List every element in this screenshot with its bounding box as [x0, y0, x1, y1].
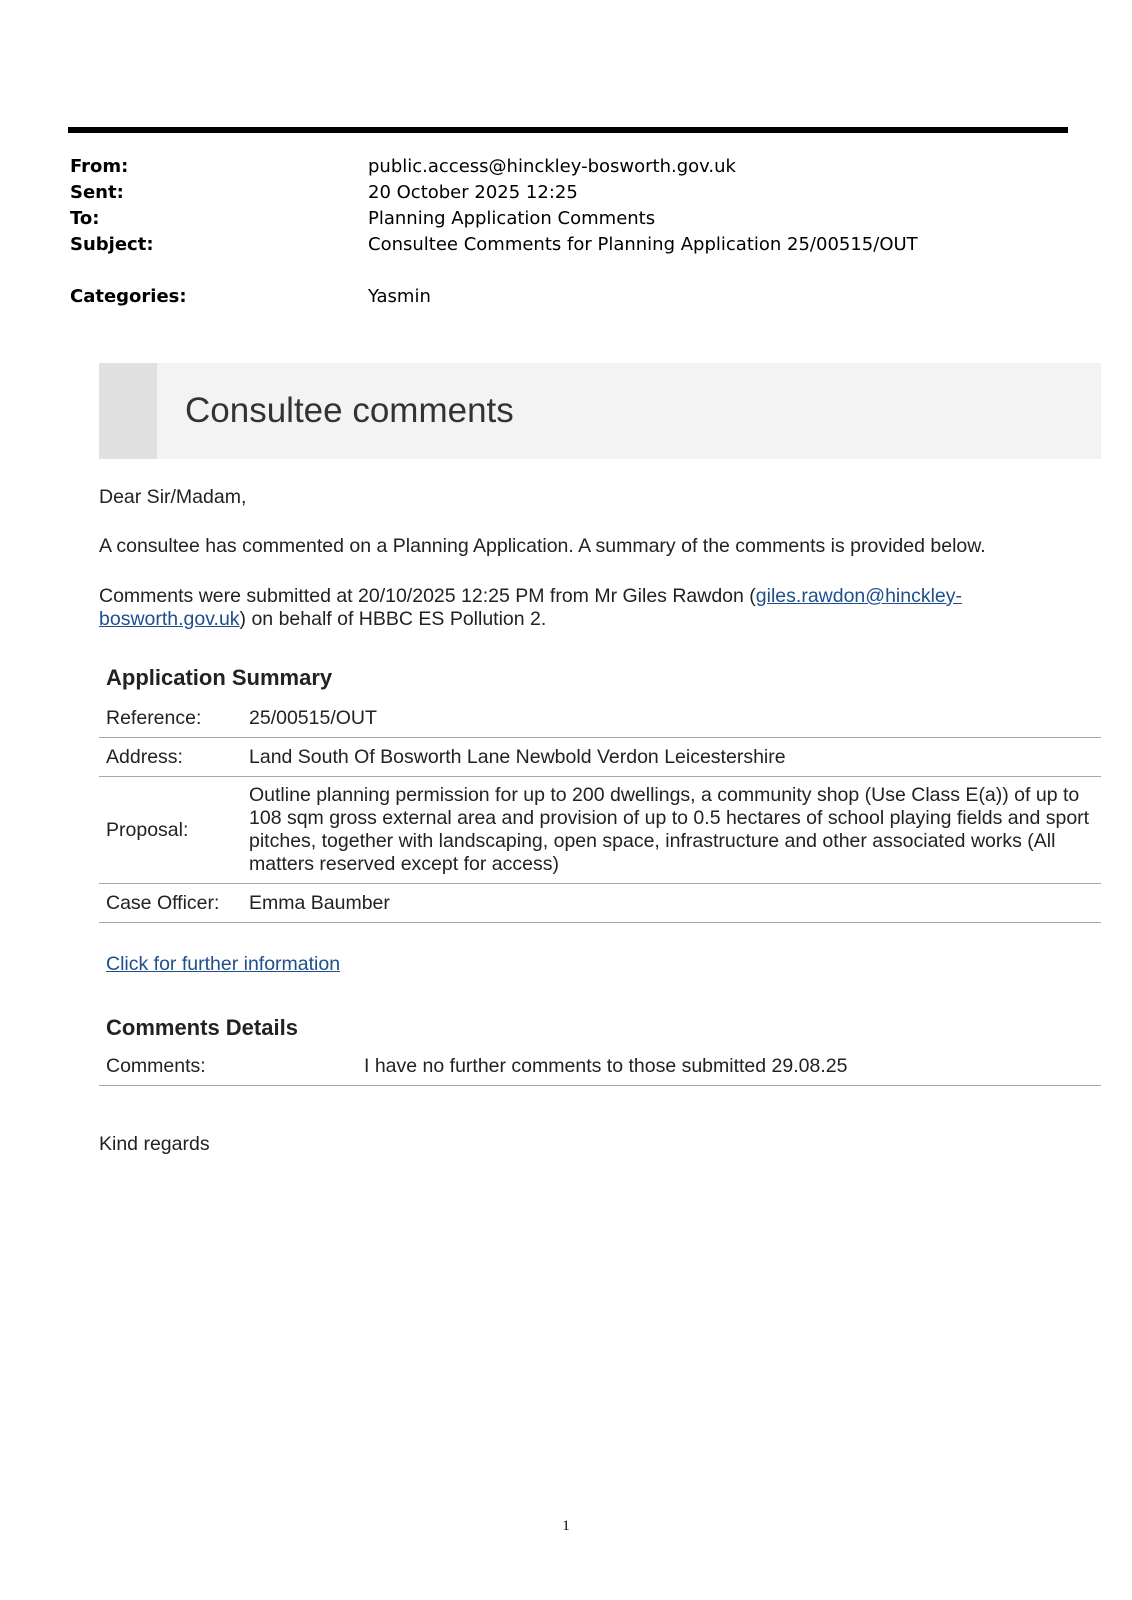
- to-value: Planning Application Comments: [368, 208, 656, 229]
- from-label: From:: [70, 156, 129, 177]
- greeting: Dear Sir/Madam,: [99, 486, 247, 508]
- categories-value: Yasmin: [368, 286, 431, 307]
- categories-label: Categories:: [70, 286, 187, 307]
- sent-label: Sent:: [70, 182, 124, 203]
- sign-off: Kind regards: [99, 1133, 210, 1155]
- proposal-value: Outline planning permission for up to 200 dwellings, a community shop (Use Class E(a)) of up to 108 sqm gross external area and provision of up to 0.5 hectares of school playing fields and sport pitches, together with landscaping, open space, infrastructure and other associated works (All matters reserved except for access): [249, 784, 1090, 875]
- submission-details: [99, 585, 1099, 631]
- submission-suffix: ) on behalf of HBBC ES Pollution 2.: [239, 608, 547, 630]
- subject-row: [70, 232, 1030, 258]
- to-row: [70, 206, 1030, 232]
- consultee-email-part2: bosworth.gov.uk: [99, 608, 240, 630]
- address-label: Address:: [106, 745, 183, 768]
- consultee-email-part1: giles.rawdon@hinckley-: [755, 585, 963, 607]
- comments-details-table: [99, 1047, 1101, 1086]
- application-summary-table: [99, 700, 1101, 923]
- reference-label: Reference:: [106, 707, 202, 729]
- address-value: Land South Of Bosworth Lane Newbold Verdon Leicestershire: [249, 745, 786, 768]
- reference-value: 25/00515/OUT: [249, 707, 377, 729]
- table-row: [99, 884, 1101, 923]
- consultee-comments-banner: [99, 363, 1101, 459]
- comments-value: I have no further comments to those submitted 29.08.25: [364, 1054, 848, 1077]
- banner-accent-bar: [99, 363, 157, 459]
- subject-label: Subject:: [70, 234, 154, 255]
- comments-label: Comments:: [106, 1054, 206, 1077]
- banner-title: Consultee comments: [185, 391, 514, 430]
- table-row: [99, 777, 1101, 884]
- email-header: [70, 154, 1030, 310]
- sent-row: [70, 180, 1030, 206]
- header-divider-rule: [68, 127, 1068, 133]
- case-officer-label: Case Officer:: [106, 891, 220, 914]
- comments-details-heading: Comments Details: [106, 1015, 298, 1040]
- table-row: [99, 738, 1101, 777]
- from-value: public.access@hinckley-bosworth.gov.uk: [368, 156, 736, 177]
- to-label: To:: [70, 208, 100, 229]
- page-number: 1: [562, 1518, 570, 1534]
- sent-value: 20 October 2025 12:25: [368, 182, 578, 203]
- case-officer-value: Emma Baumber: [249, 891, 390, 914]
- table-row: [99, 700, 1101, 738]
- application-summary-heading: Application Summary: [106, 665, 333, 690]
- categories-row: [70, 284, 1030, 310]
- further-information-link[interactable]: Click for further information: [106, 953, 341, 975]
- submission-prefix: Comments were submitted at 20/10/2025 12:25 PM from Mr Giles Rawdon (: [99, 585, 756, 607]
- subject-value: Consultee Comments for Planning Application 25/00515/OUT: [368, 234, 918, 255]
- intro-text: A consultee has commented on a Planning Application. A summary of the comments is provided below.: [99, 535, 986, 557]
- from-row: [70, 154, 1030, 180]
- proposal-label: Proposal:: [106, 818, 189, 841]
